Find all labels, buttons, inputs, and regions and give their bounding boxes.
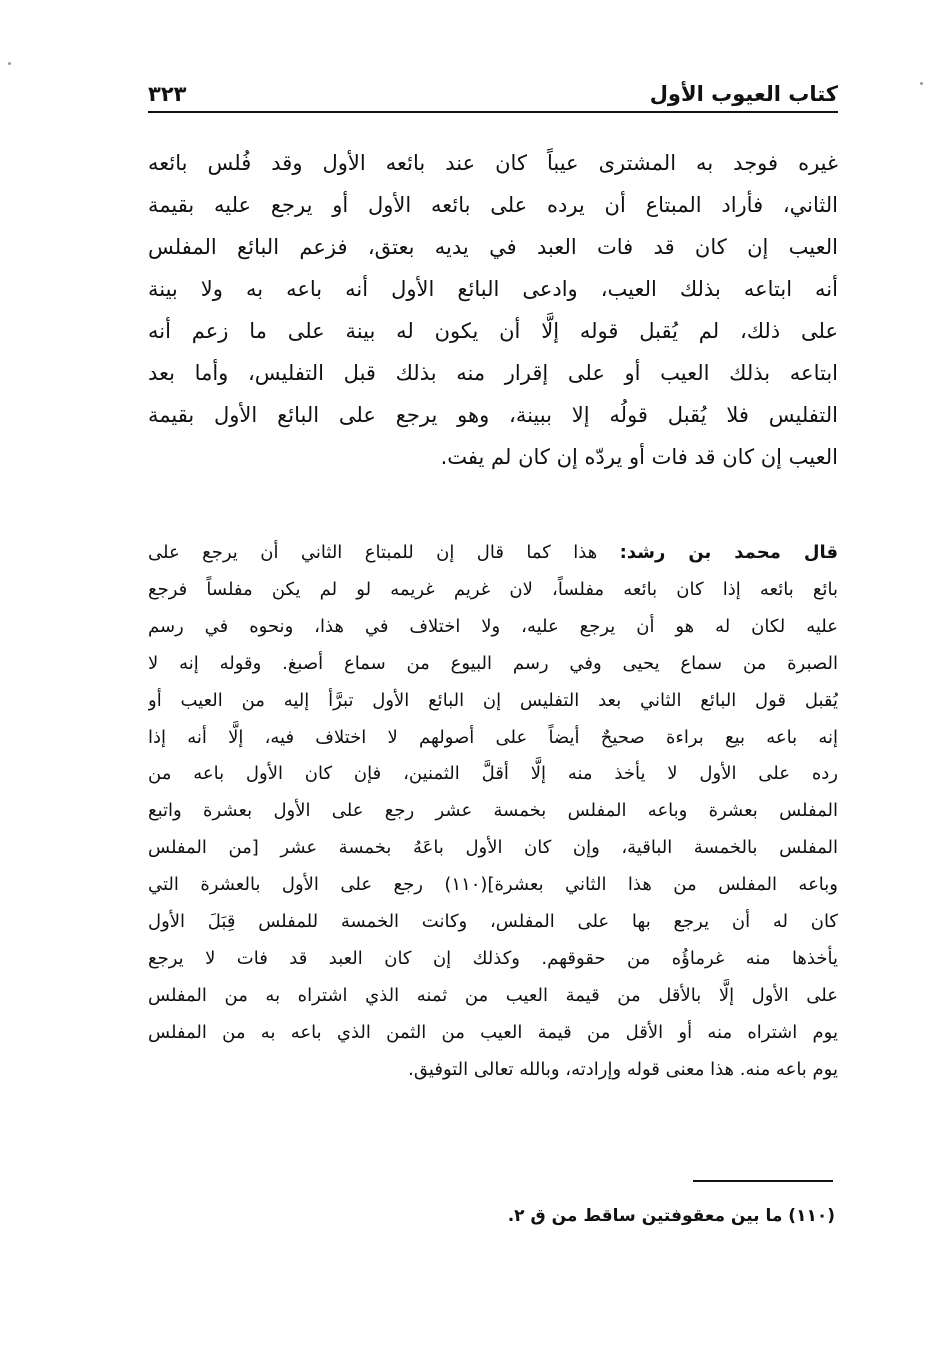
paragraph-1-line: غيره فوجد به المشترى عيباً كان عند بائعه الأول وقد فُلس بائعه xyxy=(148,151,838,175)
footnote-rule xyxy=(693,1180,833,1182)
page-header xyxy=(148,78,838,112)
paragraph-2 xyxy=(148,535,838,1089)
paragraph-2-line: يوم اشتراه منه أو الأقل من قيمة العيب من الثمن الذي باعه به من المفلس xyxy=(148,1021,838,1043)
paragraph-2-line: يأخذها منه غرماؤُه من حقوقهم. وكذلك إن كان العبد قد فات لا يرجع xyxy=(148,947,838,969)
paragraph-2-line: بائع بائعه إذا كان بائعه مفلساً، لان غريم غريمه لو لم يكن مفلساً فرجع xyxy=(148,578,838,600)
paragraph-1-line: أنه ابتاعه بذلك العيب، وادعى البائع الأول أنه باعه به ولا بينة xyxy=(148,277,838,301)
paragraph-1-line: ابتاعه بذلك العيب أو على إقرار منه بذلك قبل التفليس، وأما بعد xyxy=(148,361,838,385)
paragraph-2-line: عليه لكان له هو أن يرجع عليه، ولا اختلاف في هذا، ونحوه في رسم xyxy=(148,615,838,637)
paragraph-2-line: يوم باعه منه. هذا معنى قوله وإرادته، وبالله تعالى التوفيق. xyxy=(408,1058,838,1080)
scan-speck xyxy=(8,62,11,65)
paragraph-2-line: المفلس بعشرة وباعه المفلس بخمسة عشر رجع على الأول بعشرة واتبع xyxy=(148,800,838,822)
paragraph-1-line: العيب إن كان قد فات العبد في يديه بعتق، فزعم البائع المفلس xyxy=(148,235,838,259)
paragraph-2-line: كان له أن يرجع بها على المفلس، وكانت الخمسة للمفلس قِبَلَ الأول xyxy=(148,911,838,933)
paragraph-2-line: يُقبل قول البائع الثاني بعد التفليس إن البائع الأول تبرَّأ إليه من العيب أو xyxy=(148,689,838,711)
paragraph-2-line: على الأول إلَّا بالأقل من قيمة العيب من ثمنه الذي اشتراه به من المفلس xyxy=(148,984,838,1006)
paragraph-2-line: رده على الأول لا يأخذ منه إلَّا أقلَّ الثمنين، فإن كان الأول باعه من xyxy=(148,763,838,785)
paragraph-2-line: إنه باعه بيع براءة صحيحٌ أيضاً على أصولهم لا اختلاف فيه، إلَّا أنه إذا xyxy=(148,726,838,748)
page-number: ٣٢٣ xyxy=(148,82,187,106)
paragraph-1 xyxy=(148,142,838,478)
running-title: كتاب العيوب الأول xyxy=(649,82,838,106)
header-rule xyxy=(148,111,838,113)
paragraph-1-line: العيب إن كان قد فات أو يردّه إن كان لم يفت. xyxy=(440,445,838,469)
footnote: (١١٠) ما بين معقوفتين ساقط من ق ٢. xyxy=(507,1206,835,1226)
paragraph-1-line: التفليس فلا يُقبل قولُه إلا ببينة، وهو يرجع على البائع الأول بقيمة xyxy=(148,403,838,427)
paragraph-2-line-rest: هذا كما قال إن للمبتاع الثاني أن يرجع على xyxy=(148,542,620,563)
paragraph-1-line: على ذلك، لم يُقبل قوله إلَّا أن يكون له بينة على ما زعم أنه xyxy=(148,319,838,343)
paragraph-2-first-line xyxy=(148,535,838,572)
paragraph-2-line: المفلس بالخمسة الباقية، وإن كان الأول باعَهُ بخمسة عشر [من المفلس xyxy=(148,837,838,859)
scan-speck xyxy=(920,82,923,85)
paragraph-2-line: وباعه المفلس من هذا الثاني بعشرة](١١٠) رجع على الأول بالعشرة التي xyxy=(148,874,838,896)
paragraph-1-line: الثاني، فأراد المبتاع أن يرده على بائعه الأول أو يرجع عليه بقيمة xyxy=(148,193,838,217)
paragraph-2-line: الصبرة من سماع يحيى وفي رسم البيوع من سماع أصبغ. وقوله إنه لا xyxy=(148,652,838,674)
commentary-author: قال محمد بن رشد: xyxy=(619,542,838,563)
